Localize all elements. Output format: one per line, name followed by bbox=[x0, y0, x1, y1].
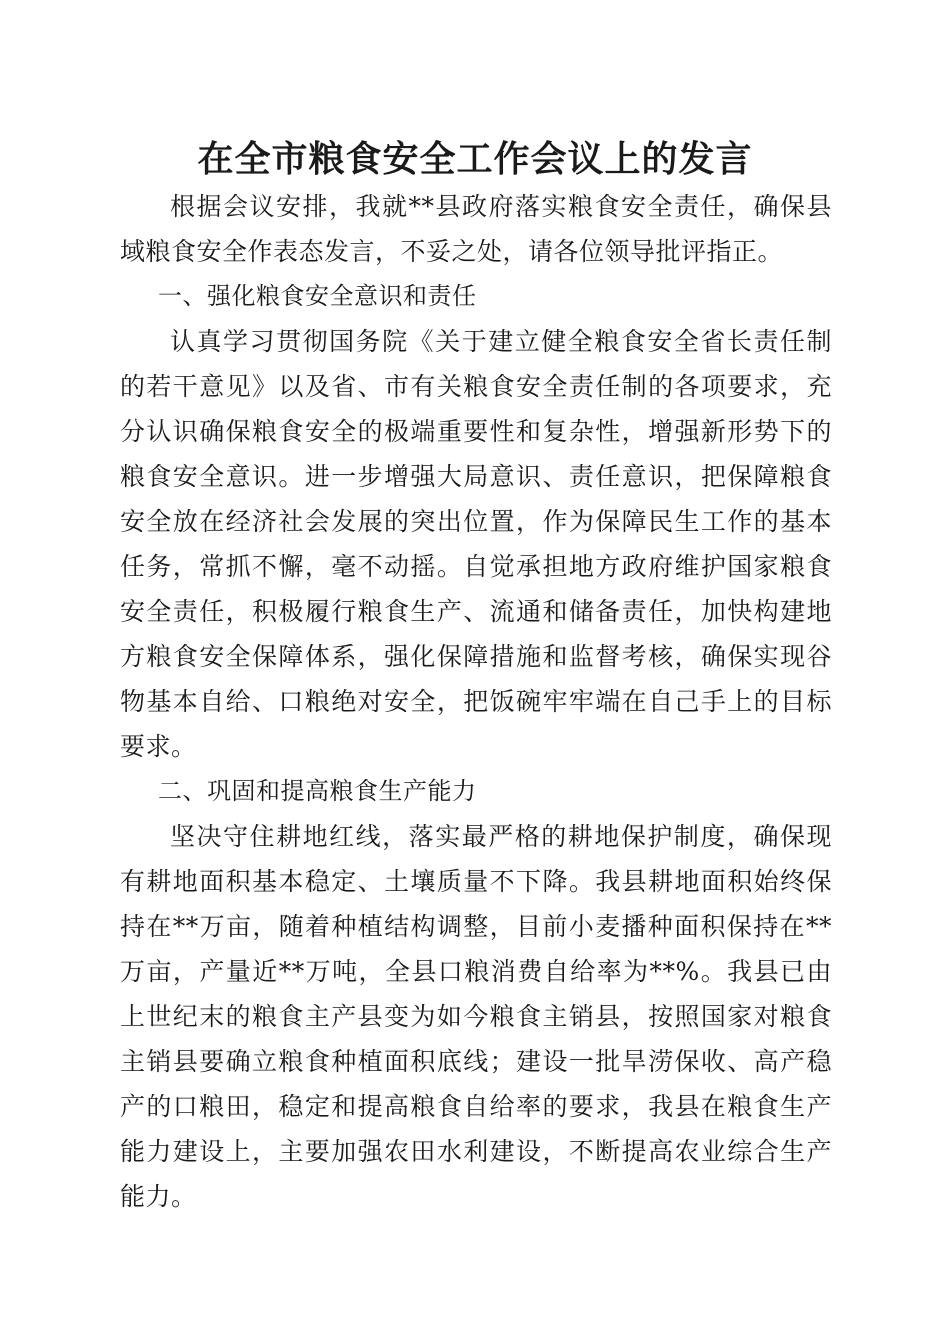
section-2-heading: 二、巩固和提高粮食生产能力 bbox=[158, 777, 477, 805]
section-1-heading: 一、强化粮食安全意识和责任 bbox=[158, 282, 477, 310]
section-2-paragraph: 坚决守住耕地红线，落实最严格的耕地保护制度，确保现有耕地面积基本稳定、土壤质量不下降。我县耕地面积始终保持在**万亩，随着种植结构调整，目前小麦播种面积保持在**万亩，产量近**万吨，全县口粮消费自给率为**%。我县已由上世纪末的粮食主产县变为如今粮食主销县，按照国家对粮食主销县要确立粮食种植面积底线；建设一批旱涝保收、高产稳产的口粮田，稳定和提高粮食自给率的要求，我县在粮食生产能力建设上，主要加强农田水利建设，不断提高农业综合生产能力。 bbox=[120, 822, 832, 1211]
document-title: 在全市粮食安全工作会议上的发言 bbox=[197, 138, 753, 180]
section-1-paragraph: 认真学习贯彻国务院《关于建立健全粮食安全省长责任制的若干意见》以及省、市有关粮食安全责任制的各项要求，充分认识确保粮食安全的极端重要性和复杂性，增强新形势下的粮食安全意识。进一步增强大局意识、责任意识，把保障粮食安全放在经济社会发展的突出位置，作为保障民生工作的基本任务，常抓不懈，毫不动摇。自觉承担地方政府维护国家粮食安全责任，积极履行粮食生产、流通和储备责任，加快构建地方粮食安全保障体系，强化保障措施和监督考核，确保实现谷物基本自给、口粮绝对安全，把饭碗牢牢端在自己手上的目标要求。 bbox=[120, 327, 832, 761]
intro-paragraph: 根据会议安排，我就**县政府落实粮食安全责任，确保县域粮食安全作表态发言，不妥之处，请各位领导批评指正。 bbox=[120, 192, 832, 266]
document-body bbox=[120, 184, 832, 1219]
